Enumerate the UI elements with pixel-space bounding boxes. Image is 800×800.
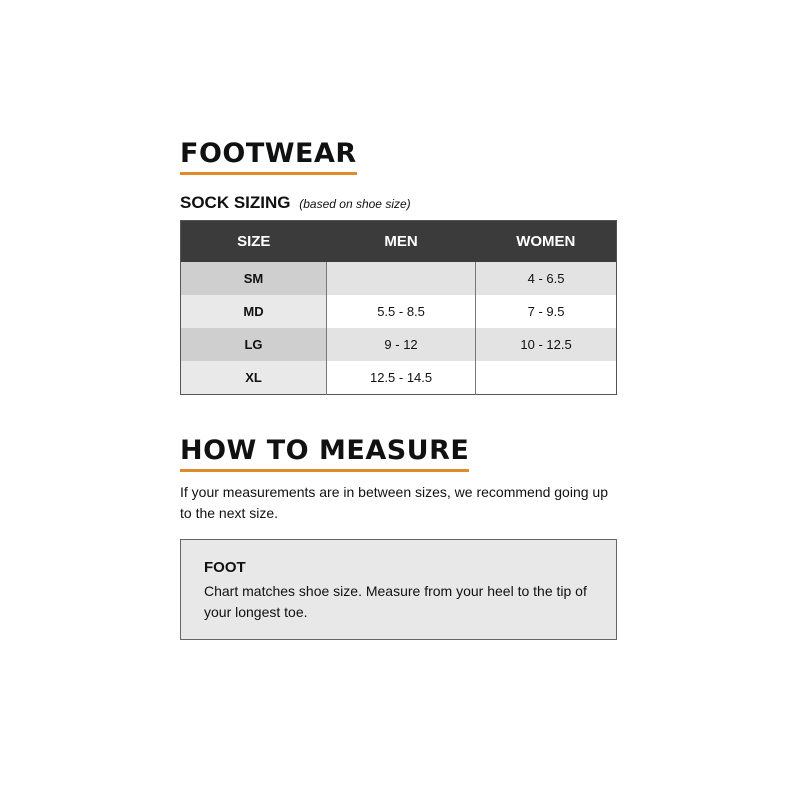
size-cell: SM — [181, 262, 327, 295]
footwear-title: FOOTWEAR — [180, 140, 357, 175]
sock-size-table — [180, 220, 617, 395]
measure-note: If your measurements are in between sizes, we recommend going up to the next size. — [180, 484, 608, 521]
table-header-row — [181, 221, 617, 263]
size-cell: XL — [181, 361, 327, 395]
men-cell: 9 - 12 — [327, 328, 476, 361]
men-cell — [327, 262, 476, 295]
sock-sizing-heading — [180, 193, 411, 213]
sock-sizing-note: (based on shoe size) — [299, 197, 411, 211]
men-cell: 5.5 - 8.5 — [327, 295, 476, 328]
size-cell: LG — [181, 328, 327, 361]
size-cell: MD — [181, 295, 327, 328]
how-to-measure-title: HOW TO MEASURE — [180, 437, 469, 472]
sock-sizing-label: SOCK SIZING — [180, 193, 291, 212]
table-row — [181, 295, 617, 328]
women-cell: 10 - 12.5 — [476, 328, 617, 361]
table-row — [181, 361, 617, 395]
foot-box-text: Chart matches shoe size. Measure from your heel to the tip of your longest toe. — [204, 583, 587, 620]
women-cell — [476, 361, 617, 395]
column-header-women: WOMEN — [476, 221, 617, 263]
foot-box-title: FOOT — [204, 559, 246, 576]
men-cell: 12.5 - 14.5 — [327, 361, 476, 395]
table-row — [181, 328, 617, 361]
column-header-men: MEN — [327, 221, 476, 263]
table-row — [181, 262, 617, 295]
column-header-size: SIZE — [181, 221, 327, 263]
women-cell: 4 - 6.5 — [476, 262, 617, 295]
women-cell: 7 - 9.5 — [476, 295, 617, 328]
foot-measure-box — [180, 539, 617, 640]
